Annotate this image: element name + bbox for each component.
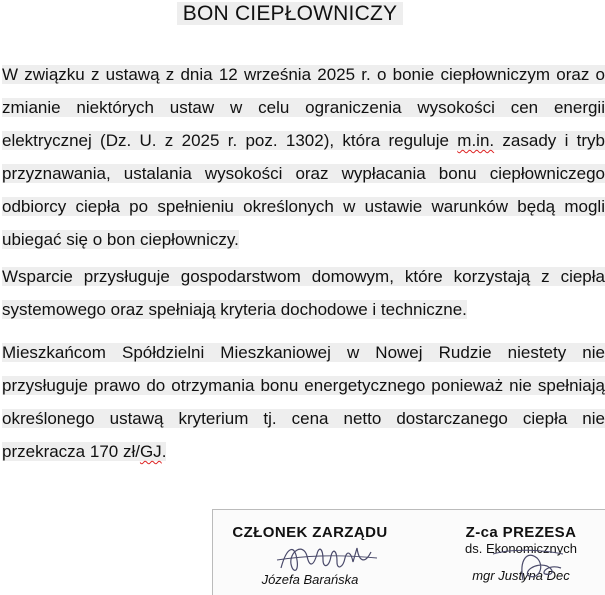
paragraph-1-abbreviation: m.in. — [457, 131, 495, 150]
paragraph-1-text — [2, 65, 605, 249]
paragraph-2 — [2, 260, 605, 326]
paragraph-3-part-a: Mieszkańcom Spółdzielni Mieszkaniowej w Nowej Rudzie niestety nie przysługuje prawo do otrzymania bonu energetycznego ponieważ nie spełniają określonego ustawą kryterium tj. cena netto dostarczanego ciepła nie przekracza 170 zł/ — [2, 343, 605, 461]
right-handwritten-signature — [483, 540, 583, 585]
signature-stamp-area — [212, 509, 605, 595]
paragraph-1-part-b: zasady i tryb przyznawania, ustalania wysokości oraz wypłacania bonu ciepłowniczego odbiorcy ciepła po spełnieniu określonych w ustawie warunków będą mogli ubiegać się o bon ciepłowniczy. — [2, 131, 605, 249]
paragraph-3-unit: GJ — [139, 442, 162, 461]
paragraph-1 — [2, 58, 605, 256]
document-title-text: BON CIEPŁOWNICZY — [177, 2, 403, 25]
right-signatory-name: mgr Justyna Dec — [472, 568, 570, 583]
right-signatory-department: ds. Ekonomicznych — [465, 541, 577, 556]
left-handwritten-signature — [273, 538, 383, 578]
paragraph-2-text: Wsparcie przysługuje gospodarstwom domowym, które korzystają z ciepła systemowego oraz spełniają kryteria dochodowe i techniczne. — [2, 267, 605, 319]
document-title — [0, 0, 580, 28]
left-signatory-role: CZŁONEK ZARZĄDU — [232, 524, 388, 541]
paragraph-3-text — [2, 343, 605, 461]
paragraph-3 — [2, 336, 605, 468]
right-signatory-role: Z-ca PREZESA — [465, 524, 577, 541]
left-signatory-name: Józefa Barańska — [261, 572, 359, 587]
paragraph-1-part-a: W związku z ustawą z dnia 12 września 2025 r. o bonie ciepłowniczym oraz o zmianie niektórych ustaw w celu ograniczenia wysokości cen energii elektrycznej (Dz. U. z 2025 r. poz. 1302), która reguluje — [2, 65, 605, 150]
paragraph-3-part-b: . — [161, 442, 167, 461]
